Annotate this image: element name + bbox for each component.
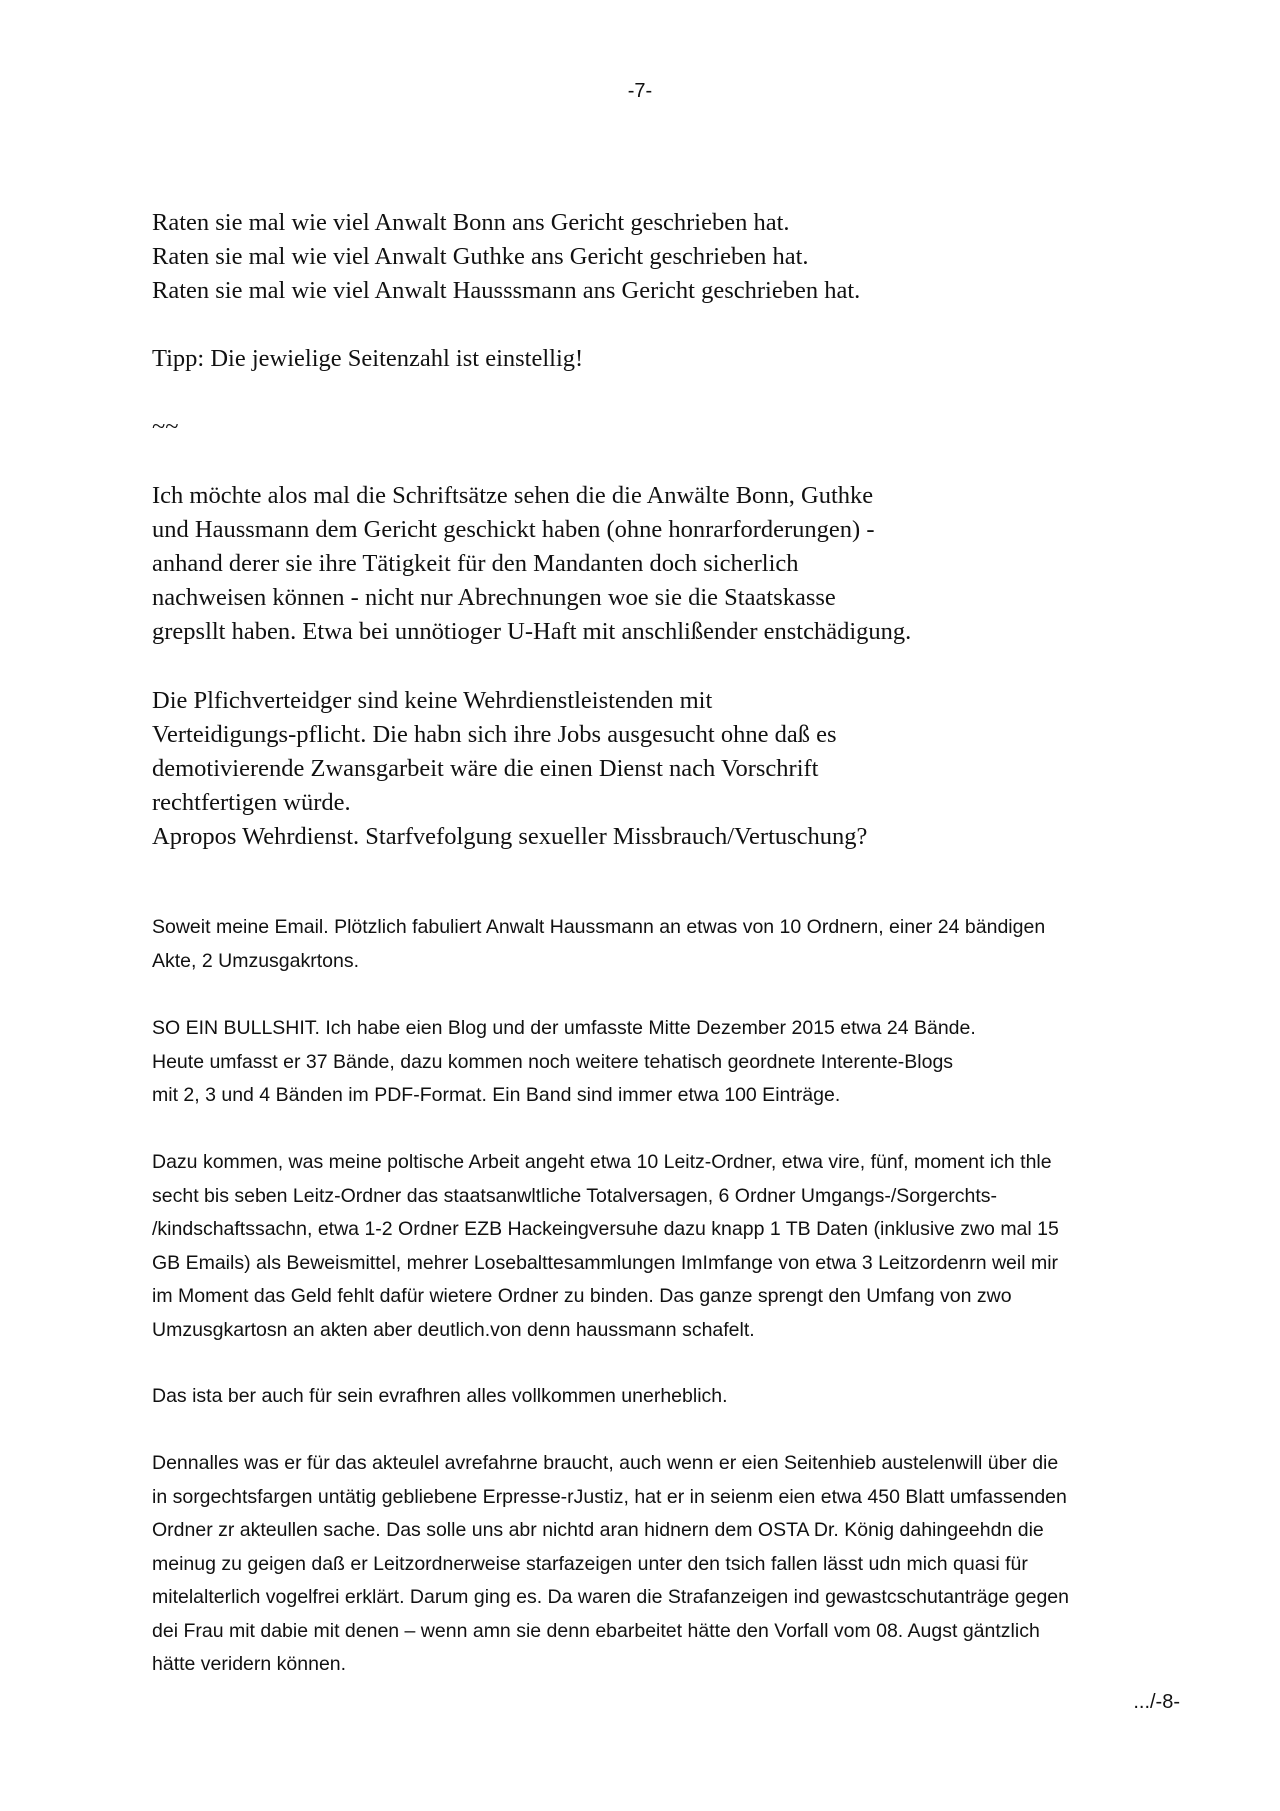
text-line: secht bis seben Leitz-Ordner das staatsanwltliche Totalversagen, 6 Ordner Umgangs-/Sorgerchts- — [152, 1184, 998, 1207]
text-line: nachweisen können - nicht nur Abrechnungen woe sie die Staatskasse — [152, 584, 836, 611]
text-line: hätte veridern können. — [152, 1653, 347, 1675]
text-line: Soweit meine Email. Plötzlich fabuliert Anwalt Haussmann an etwas von 10 Ordnern, einer 24 bändigen — [152, 916, 1046, 938]
page-number: -7- — [627, 80, 653, 102]
text-line: anhand derer sie ihre Tätigkeit für den Mandanten doch sicherlich — [152, 550, 799, 577]
paragraph-tip — [152, 342, 1152, 376]
paragraph-ordner — [152, 1146, 1192, 1347]
paragraph-schriftsaetze — [152, 479, 1152, 649]
separator — [152, 410, 1152, 444]
text-line: demotivierende Zwansgarbeit wäre die einen Dienst nach Vorschrift — [152, 755, 819, 782]
paragraph-email — [152, 911, 1192, 978]
text-line: Die Plfichverteidger sind keine Wehrdienstleistenden mit — [152, 687, 713, 714]
text-line: /kindschaftssachn, etwa 1-2 Ordner EZB Hackeingversuhe dazu knapp 1 TB Daten (inklusive zwo mal 15 — [152, 1218, 1059, 1240]
text-line: mit 2, 3 und 4 Bänden im PDF-Format. Ein Band sind immer etwa 100 Einträge. — [152, 1084, 841, 1106]
text-line: meinug zu geigen daß er Leitzordnerweise starfazeigen unter den tsich fallen lässt udn mich quasi für — [152, 1552, 1028, 1575]
text-line: Umzusgkartosn an akten aber deutlich.von denn haussmann schafelt. — [152, 1318, 755, 1341]
text-line: Tipp: Die jewielige Seitenzahl ist einstellig! — [152, 345, 584, 372]
text-line: GB Emails) als Beweismittel, mehrer Losebalttesammlungen ImImfange von etwa 3 Leitzordenrn weil mir — [152, 1251, 1059, 1274]
text-line: Akte, 2 Umzusgakrtons. — [152, 949, 359, 972]
text-line: mitelalterlich vogelfrei erklärt. Darum ging es. Da waren die Strafanzeigen ind gewastcschutanträge gegen — [152, 1586, 1069, 1608]
text-line: Heute umfasst er 37 Bände, dazu kommen noch weitere tehatisch geordnete Interente-Blogs — [152, 1050, 954, 1073]
text-line: Das ista ber auch für sein evrafhren alles vollkommen unerheblich. — [152, 1385, 728, 1407]
text-line: Raten sie mal wie viel Anwalt Bonn ans Gericht geschrieben hat. — [152, 209, 790, 236]
paragraph-bullshit — [152, 1012, 1192, 1113]
text-line: ~~ — [152, 413, 179, 440]
text-line: rechtfertigen würde. — [152, 789, 351, 816]
text-line: Verteidigungs-pflicht. Die habn sich ihre Jobs ausgesucht ohne daß es — [152, 721, 837, 748]
text-line: Apropos Wehrdienst. Starfvefolgung sexueller Missbrauch/Vertuschung? — [152, 823, 868, 850]
text-line: Raten sie mal wie viel Anwalt Hausssmann ans Gericht geschrieben hat. — [152, 277, 861, 304]
paragraph-pflichtverteidiger — [152, 684, 1152, 854]
text-line: in sorgechtsfargen untätig gebliebene Erpresse-rJustiz, hat er in seienm eien etwa 450 Blatt umfassenden — [152, 1485, 1067, 1508]
text-line: Ich möchte alos mal die Schriftsätze sehen die die Anwälte Bonn, Guthke — [152, 482, 874, 509]
paragraph-dennalles — [152, 1447, 1192, 1682]
text-line: Dazu kommen, was meine poltische Arbeit angeht etwa 10 Leitz-Ordner, etwa vire, fünf, moment ich thle — [152, 1151, 1052, 1173]
text-line: im Moment das Geld fehlt dafür wietere Ordner zu binden. Das ganze sprengt den Umfang von zwo — [152, 1285, 1012, 1307]
text-line: und Haussmann dem Gericht geschickt haben (ohne honrarforderungen) - — [152, 516, 875, 543]
text-line: dei Frau mit dabie mit denen – wenn amn sie denn ebarbeitet hätte den Vorfall vom 08. Augst gäntzlich — [152, 1619, 1040, 1642]
text-line: grepsllt haben. Etwa bei unnötioger U-Haft mit anschlißender enstchädigung. — [152, 618, 912, 645]
text-line: Raten sie mal wie viel Anwalt Guthke ans Gericht geschrieben hat. — [152, 243, 809, 270]
text-line: Dennalles was er für das akteulel avrefahrne braucht, auch wenn er eien Seitenhieb austelenwill über die — [152, 1452, 1059, 1474]
paragraph-unerheblich — [152, 1380, 1192, 1414]
page-continuation-marker: .../-8- — [1133, 1691, 1180, 1713]
text-line: SO EIN BULLSHIT. Ich habe eien Blog und der umfasste Mitte Dezember 2015 etwa 24 Bände. — [152, 1017, 976, 1039]
paragraph-guess-lawyers — [152, 206, 1152, 308]
text-line: Ordner zr akteullen sache. Das solle uns abr nichtd aran hidnern dem OSTA Dr. König dahingeehdn die — [152, 1519, 1044, 1541]
